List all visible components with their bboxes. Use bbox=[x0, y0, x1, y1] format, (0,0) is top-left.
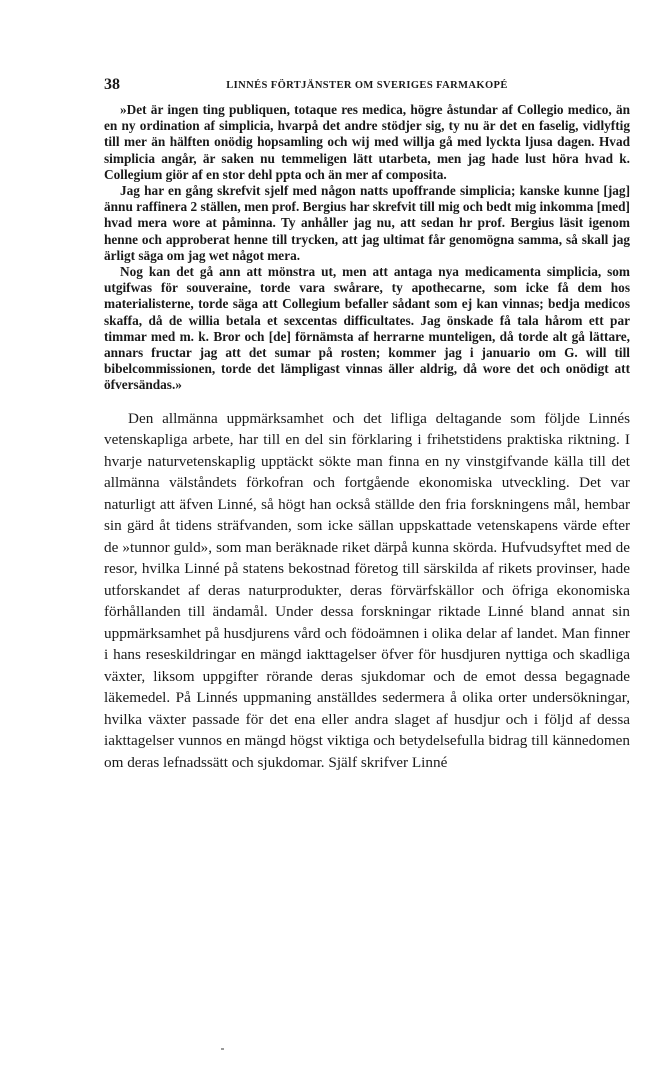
quote-paragraph: Jag har en gång skrefvit sjelf med någon natts upoffrande simplicia; kanske kunne [jag] ännu raffinera 2 ställen, men prof. Bergius har skrefvit till mig och bedt mig inkomma [med] hvad mera wore at påminna. Ty anhåller jag nu, att sedan hr prof. Bergius läsit igenom henne och approberat henne till trycken, att jag ultimat får genomögna samma, så skall jag ärligt säga om jag wet något mera. bbox=[104, 183, 630, 263]
running-head: LINNÉS FÖRTJÄNSTER OM SVERIGES FARMAKOPÉ bbox=[226, 80, 508, 91]
page-number: 38 bbox=[104, 76, 120, 93]
book-page bbox=[104, 72, 630, 773]
body-text bbox=[104, 408, 630, 774]
quote-paragraph: Nog kan det gå ann att mönstra ut, men att antaga nya medicamenta simplicia, som utgifwas för souveraine, torde vara swårare, ty apothecarne, som icke få dem hos materialisterne, torde säga att Collegium befaller sådant som ej kan vinnas; bedja medicos skaffa, då de willia betala et sexcentas difficultates. Jag önskade få tala hårom ett par timmar med m. k. Bror och [de] förnämsta af herrarne munteligen, då torde alt gå lättare, annars fructar jag att det sumar på rosten; kommer jag i januario om G. will till bibelcommissionen, torde det lämpligast vinnas äller aldrig, då wore det och onödigt att öfversändas.» bbox=[104, 264, 630, 393]
body-paragraph: Den allmänna uppmärksamhet och det lifliga deltagande som följde Linnés vetenskapliga arbete, har till en del sin förklaring i frihetstidens praktiska riktning. I hvarje naturvetenskaplig upptäckt sökte man finna en ny vinstgifvande källa till det allmänna välståndets förkofran och fortgående ekonomiska utveckling. Det var naturligt att äfven Linné, så högt han också ställde den fria forskningens mål, hembar sin gärd åt tidens sträfvanden, som icke sällan uppskattade vetenskapens värde efter de »tunnor guld», som man beräknade riket därpå kunna skörda. Hufvudsyftet med de resor, hvilka Linné på statens bekostnad företog till särskilda af rikets provinser, hade utforskandet af deras naturprodukter, deras förvärfskällor och öfriga ekonomiska förhållanden till ändamål. Under dessa forskningar riktade Linné bland annat sin uppmärksamhet på husdjurens vård och födoämnen i olika delar af landet. Man finner i hans reseskildringar en mängd iakttagelser öfver för husdjuren nyttiga och skadliga växter, liksom uppgifter rörande deras sjukdomar och de emot dessa begagnade läkemedel. På Linnés uppmaning anställdes sedermera å olika orter undersökningar, hvilka växter passade för det ena eller andra slaget af husdjur och i följd af dessa iakttagelser vunnos en mängd högst viktiga och betydelsefulla bidrag till kännedomen om deras lefnadssätt och sjukdomar. Själf skrifver Linné bbox=[104, 409, 630, 771]
page-header bbox=[104, 72, 630, 96]
scan-speck bbox=[221, 1048, 224, 1050]
quoted-letter bbox=[104, 102, 630, 394]
quote-paragraph: »Det är ingen ting publiquen, totaque res medica, högre åstundar af Collegio medico, än en ny ordination af simplicia, hvarpå det andre stödjer sig, ty nu är det en faselig, vidlyftig till mer än hälften onödig hopsamling och wij med willja gå med lyckta ljusa dagen. Hvad simplicia angår, är saken nu temmeligen lätt utarbeta, men jag hade lust höra hvad k. Collegium giör af en stor dehl ppta och än mer af composita. bbox=[104, 102, 630, 182]
